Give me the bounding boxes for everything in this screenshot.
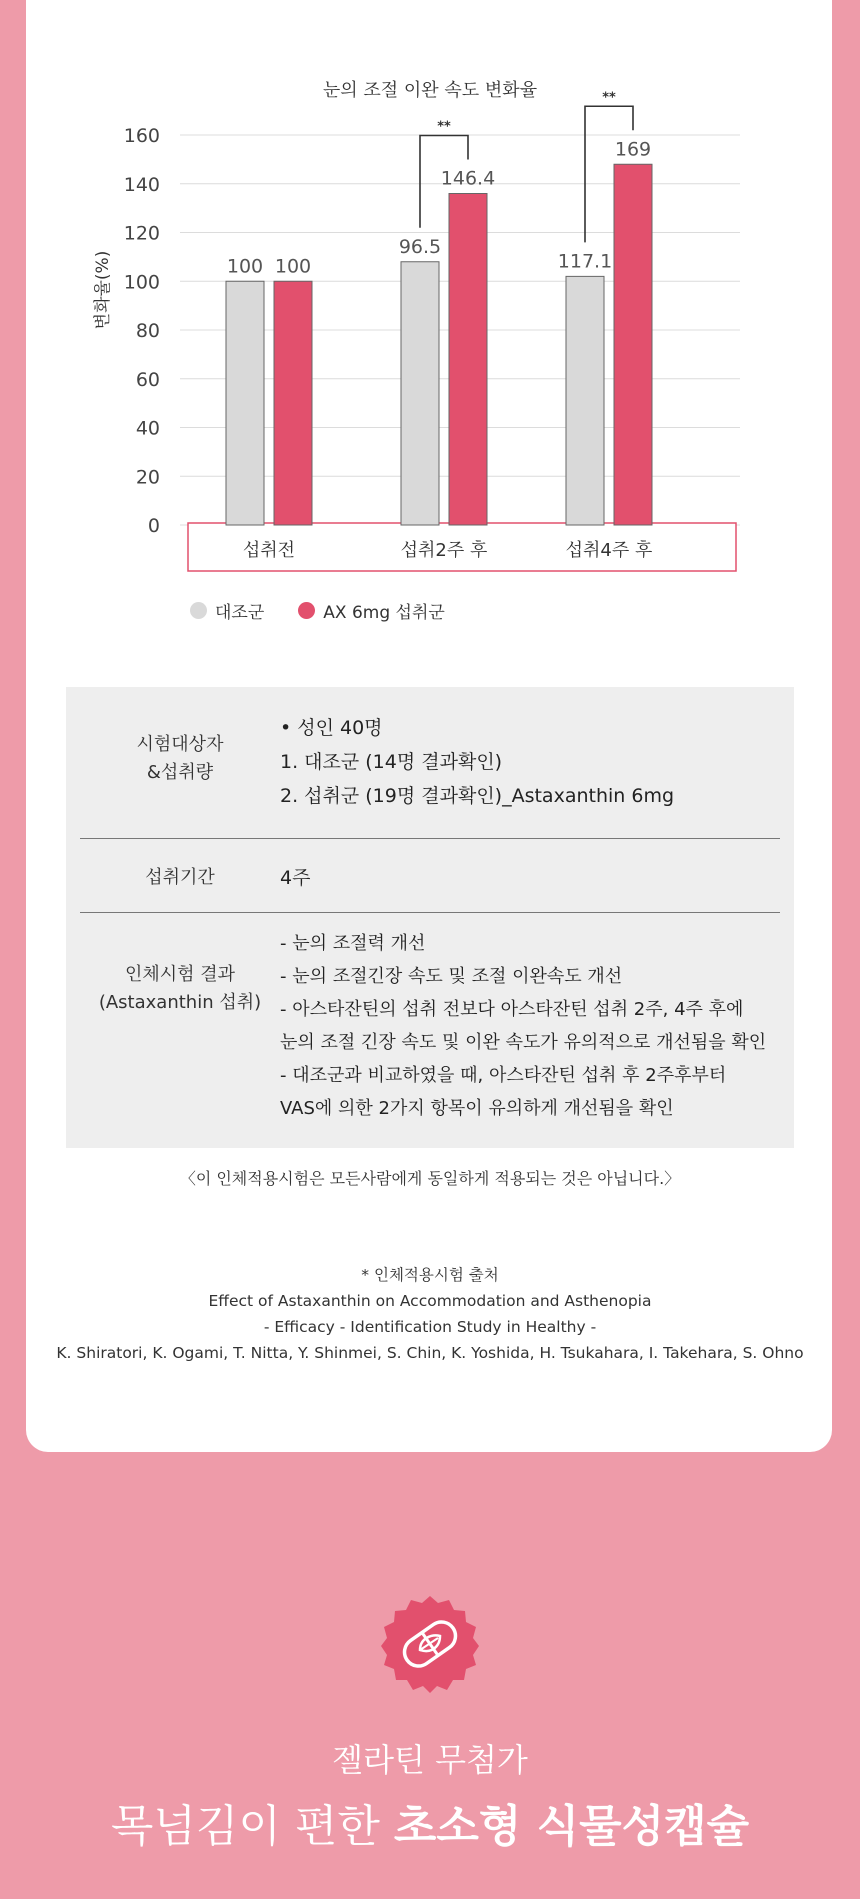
capsule-leaf-icon [380, 1594, 480, 1694]
bottom-headline: 목넘김이 편한 초소형 식물성캡슐 [110, 1801, 750, 1852]
bar-chart [0, 0, 860, 640]
data-label: 169 [614, 138, 652, 161]
legend-item-ax [298, 598, 445, 623]
chart-title: 눈의 조절 이완 속도 변화율 [322, 80, 538, 101]
source-heading: * 인체적용시험 출처 [361, 1266, 499, 1284]
data-label: 100 [226, 255, 264, 278]
y-tick-label: 160 [123, 125, 160, 147]
bar [614, 164, 652, 525]
subjects-label: 시험대상자 &섭취량 [136, 734, 224, 783]
row-subjects [80, 717, 780, 817]
bar [226, 281, 264, 525]
legend-item-control [190, 598, 264, 623]
y-tick-label: 80 [135, 320, 160, 342]
x-tick-label: 섭취4주 후 [565, 540, 653, 561]
data-label: 96.5 [398, 235, 442, 258]
y-tick-label: 0 [147, 515, 160, 537]
result-value: - 눈의 조절력 개선 - 눈의 조절긴장 속도 및 조절 이완속도 개선 - 아스타잔틴의 섭취 전보다 아스타잔틴 섭취 2주, 4주 후에 눈의 조절 긴장 속도 및 이완 속도가 유의적으로 개선됨을 확인 - 대조군과 비교하였을 때, 아스타잔틴 섭취 후 2주후부터 VAS에 의한 2가지 항목이 유의하게 개선됨을 확인 [280, 933, 767, 1119]
y-axis-label: 변화율(%) [93, 250, 113, 330]
y-tick-label: 60 [135, 368, 160, 391]
disclaimer-note: 〈이 인체적용시험은 모든사람에게 동일하게 적용되는 것은 아닙니다.〉 [179, 1169, 681, 1188]
legend-label-control: 대조군 [215, 603, 265, 623]
y-tick-label: 120 [123, 222, 160, 245]
row-period [80, 852, 780, 907]
row-result [80, 927, 780, 1137]
result-label: 인체시험 결과 (Astaxanthin 섭취) [98, 964, 262, 1013]
source-authors: K. Shiratori, K. Ogami, T. Nitta, Y. Shinmei, S. Chin, K. Yoshida, H. Tsukahara, I. Takehara, S. Ohno [56, 1344, 804, 1362]
bar [566, 276, 604, 525]
data-label: 117.1 [557, 250, 613, 273]
chart-legend [190, 598, 445, 623]
x-tick-label: 섭취전 [242, 540, 296, 561]
bar [401, 262, 439, 525]
significance-mark: ** [602, 90, 616, 106]
significance-mark: ** [437, 119, 451, 135]
period-value: 4주 [280, 867, 311, 889]
source-citation [0, 1262, 860, 1366]
divider [80, 838, 780, 839]
source-title: Effect of Astaxanthin on Accommodation and Asthenopia [208, 1292, 652, 1310]
divider [80, 912, 780, 913]
y-tick-label: 40 [135, 417, 160, 440]
legend-dot-control [190, 602, 207, 619]
legend-label-ax: AX 6mg 섭취군 [323, 603, 445, 623]
bar [274, 281, 312, 525]
y-tick-label: 100 [123, 271, 160, 294]
study-info-table [66, 687, 794, 1148]
data-label: 100 [274, 255, 312, 278]
subjects-value: • 성인 40명 1. 대조군 (14명 결과확인) 2. 섭취군 (19명 결과확인)_Astaxanthin 6mg [280, 717, 675, 807]
data-label: 146.4 [440, 167, 496, 190]
source-subtitle: - Efficacy - Identification Study in Healthy - [263, 1318, 597, 1336]
legend-dot-ax [298, 602, 315, 619]
x-tick-label: 섭취2주 후 [400, 540, 488, 561]
bar [449, 194, 487, 526]
y-tick-label: 140 [123, 173, 160, 196]
period-label: 섭취기간 [145, 867, 215, 888]
y-tick-label: 20 [135, 466, 160, 489]
bottom-subtitle: 젤라틴 무첨가 [332, 1741, 528, 1779]
